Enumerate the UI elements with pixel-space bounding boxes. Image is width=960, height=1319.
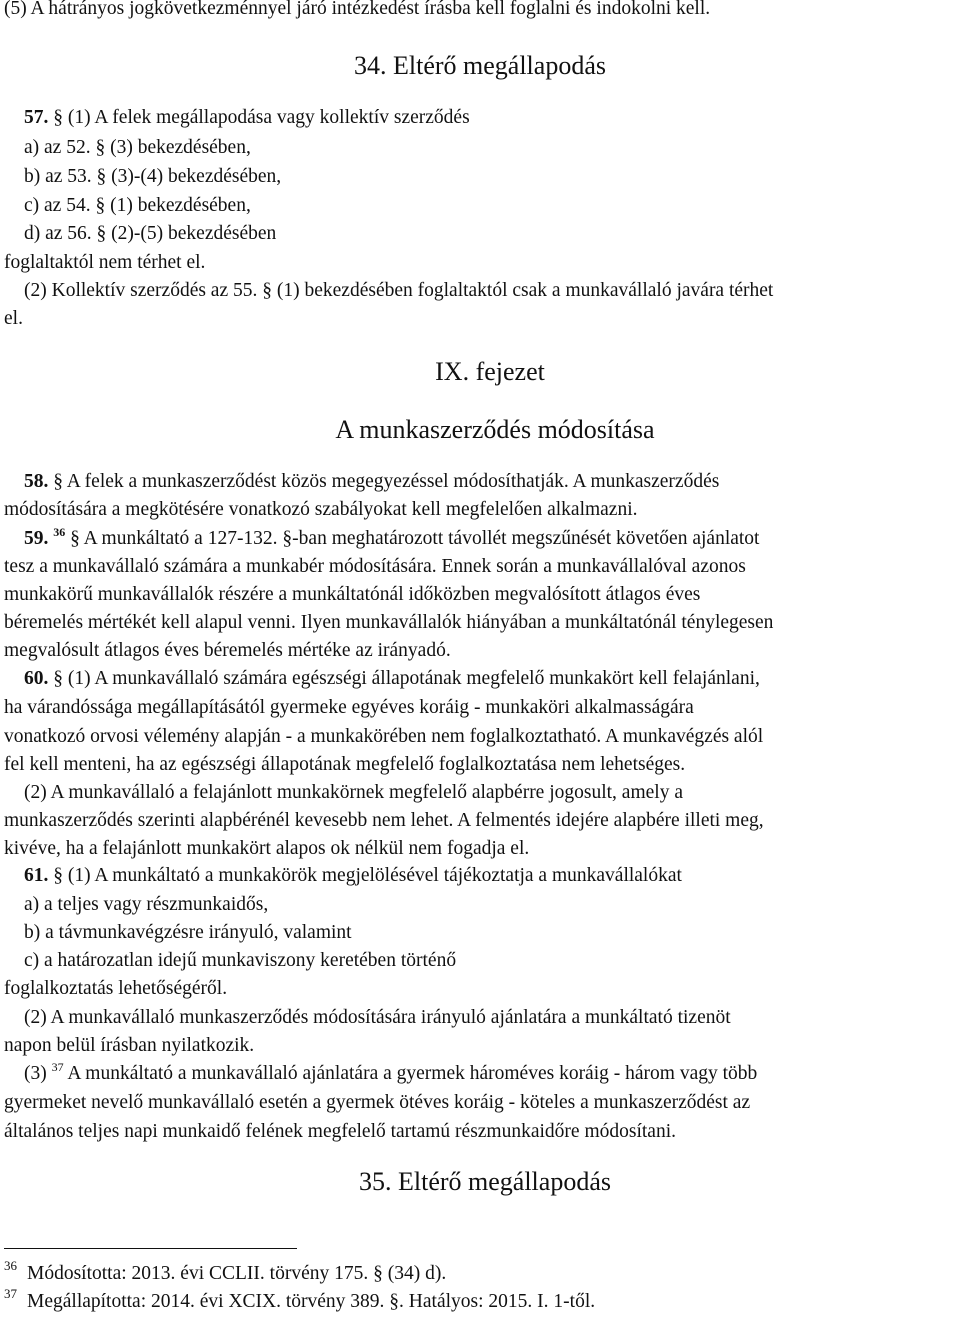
paragraph-line: foglaltaktól nem térhet el. — [4, 252, 206, 273]
list-item: c) az 54. § (1) bekezdésében, — [24, 195, 251, 216]
paragraph-line: fel kell menteni, ha az egészségi állapotának megfelelő foglalkoztatása nem lehetséges. — [4, 754, 686, 775]
paragraph-line: foglalkoztatás lehetőségéről. — [4, 978, 228, 999]
list-item: a) a teljes vagy részmunkaidős, — [24, 894, 269, 915]
section-heading-35: 35. Eltérő megállapodás — [359, 1167, 611, 1196]
paragraph-line: (2) Kollektív szerződés az 55. § (1) bekezdésében foglaltaktól csak a munkavállaló javára térhet — [24, 280, 774, 301]
paragraph-line: gyermeket nevelő munkavállaló esetén a gyermek ötéves koráig - köteles a munkaszerződést az — [4, 1092, 751, 1113]
paragraph-line: napon belül írásban nyilatkozik. — [4, 1035, 255, 1056]
paragraph-line: (2) A munkavállaló munkaszerződés módosítására irányuló ajánlatára a munkáltató tizenöt — [24, 1007, 731, 1028]
paragraph-line: megvalósult átlagos éves béremelés mértéke az irányadó. — [4, 640, 451, 661]
paragraph-line: (2) A munkavállaló a felajánlott munkakörnek megfelelő alapbérre jogosult, amely a — [24, 782, 683, 803]
paragraph-line: ha várandóssága megállapításától gyermeke egyéves koráig - munkaköri alkalmasságára — [4, 697, 694, 718]
footnote — [4, 1286, 596, 1314]
list-item: b) az 53. § (3)-(4) bekezdésében, — [24, 166, 282, 187]
chapter-title: A munkaszerződés módosítása — [335, 415, 655, 444]
paragraph-line: vonatkozó orvosi vélemény alapján - a munkakörében nem foglalkoztatható. A munkavégzés alól — [4, 726, 764, 747]
list-item: d) az 56. § (2)-(5) bekezdésében — [24, 223, 277, 244]
list-item: a) az 52. § (3) bekezdésében, — [24, 137, 251, 158]
footnote-text: Megállapította: 2014. évi XCIX. törvény 389. §. Hatályos: 2015. I. 1-től. — [27, 1291, 596, 1312]
article-number: 61. — [24, 865, 49, 886]
article-text: § (1) A felek megállapodása vagy kollektív szerződés — [48, 107, 470, 128]
article-60-line — [24, 667, 760, 691]
paragraph-line: béremelés mértékét kell alapul venni. Ilyen munkavállalók hiányában a munkáltatónál ténylegesen — [4, 612, 774, 633]
paragraph-line: általános teljes napi munkaidő felének megfelelő tartamú részmunkaidőre módosítani. — [4, 1121, 676, 1142]
paragraph-line: el. — [4, 308, 23, 329]
article-text: § A munkáltató a 127-132. §-ban meghatározott távollét megszűnését követően ajánlatot — [65, 528, 760, 549]
article-text: § A felek a munkaszerződést közös megegyezéssel módosíthatják. A munkaszerződés — [48, 471, 720, 492]
footnote-number: 36 — [4, 1258, 17, 1273]
footnote-text: Módosította: 2013. évi CCLII. törvény 175. § (34) d). — [27, 1263, 447, 1284]
list-item: c) a határozatlan idejű munkaviszony keretében történő — [24, 950, 457, 971]
article-number: 57. — [24, 107, 49, 128]
footnote-ref[interactable]: 36 — [53, 525, 66, 539]
paragraph-line: (5) A hátrányos jogkövetkezménnyel járó intézkedést írásba kell foglalni és indokolni kell. — [4, 0, 711, 19]
footnote-number: 37 — [4, 1286, 17, 1301]
chapter-heading: IX. fejezet — [435, 357, 545, 386]
footnote — [4, 1258, 447, 1286]
paragraph-line: munkaszerződés szerinti alapbérénél kevesebb nem lehet. A felmentés idejére alapbére illeti meg, — [4, 810, 764, 831]
list-item: b) a távmunkavégzésre irányuló, valamint — [24, 922, 352, 943]
paragraph-line: módosítására a megkötésére vonatkozó szabályokat kell megfelelően alkalmazni. — [4, 499, 638, 520]
article-61-line — [24, 864, 682, 888]
paragraph-line: munkakörű munkavállalók részére a munkáltatónál időközben megvalósított átlagos éves — [4, 584, 701, 605]
article-number: 58. — [24, 471, 49, 492]
footnote-divider — [4, 1248, 297, 1249]
article-text: § (1) A munkavállaló számára egészségi állapotának megfelelő munkakört kell felajánlani, — [48, 668, 760, 689]
paragraph-line: (3) $^{37}$ A munkáltató a munkavállaló ajánlatára a gyermek hároméves koráig - három vagy több — [24, 1060, 758, 1084]
article-text: § (1) A munkáltató a munkakörök megjelölésével tájékoztatja a munkavállalókat — [48, 865, 682, 886]
section-heading-34: 34. Eltérő megállapodás — [354, 51, 606, 80]
article-number: 59. — [24, 528, 49, 549]
paragraph-line: kivéve, ha a felajánlott munkakört alapos ok nélkül nem fogadja el. — [4, 838, 530, 859]
footnote-ref[interactable]: 37 — [51, 1060, 64, 1074]
article-number: 60. — [24, 668, 49, 689]
article-58-line — [4, 470, 719, 494]
article-59-line — [4, 527, 759, 551]
article-57-line — [24, 106, 470, 130]
paragraph-line: tesz a munkavállaló számára a munkabér módosítására. Ennek során a munkavállalóval azonos — [4, 556, 746, 577]
